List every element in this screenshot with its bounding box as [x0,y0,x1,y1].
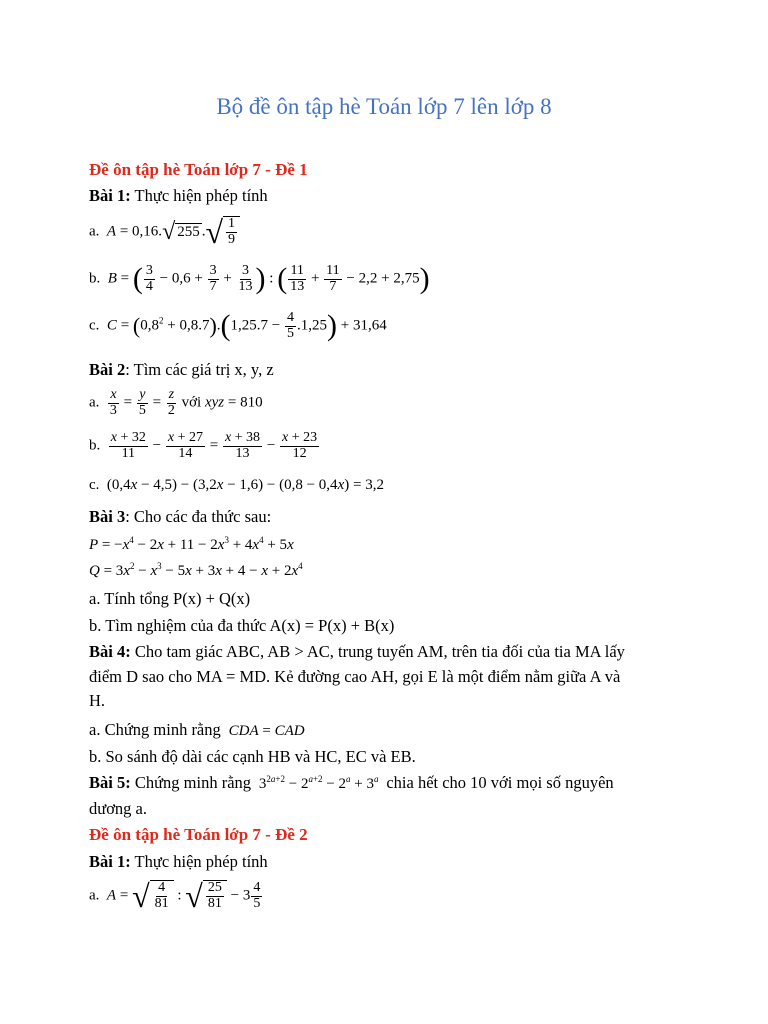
formula-2b: b. $\frac{x + 32}{11}$ − $\frac{x + 27}{14}$ = $\frac{x + 38}{13}$ − $\frac{x + 23}{12}$ [89,430,318,461]
bai-label: Bài 2 [89,360,126,379]
item-label: a. [89,887,100,904]
condition-text: với [181,394,202,411]
item-label: a. [89,223,100,240]
section-heading-de-1: Đề ôn tập hè Toán lớp 7 - Đề 1 [89,160,308,179]
bai-5-line-2: dương a. [89,799,147,818]
bai-4-line-3: H. [89,691,106,710]
item-text: a. Chứng minh rằng [89,720,221,739]
item-label: b. [89,437,101,454]
bai-4-line-2: điểm D sao cho MA = MD. Kẻ đường cao AH, gọi E là một điểm nằm giữa A và [89,667,621,686]
de2-bai-1-heading [89,852,268,872]
bai-text: Cho tam giác ABC, AB > AC, trung tuyến AM, trên tia đối của tia MA lấy [130,642,625,661]
bai-2-heading [89,360,274,380]
bai-text: : Tìm các giá trị x, y, z [125,360,274,379]
formula-2a: a. $\frac{x}{3}$ = $\frac{y}{5}$ = $\frac{z}{2}$ với xyz = 810 [89,387,263,418]
bai-5-line-1: Bài 5: Chứng minh rằng $3^{2a+2} - 2^{a+2} - 2^a + 3^a$ chia hết cho 10 với mọi số nguyên [89,773,614,792]
bai-label: Bài 1: [89,186,131,205]
bai-3-heading [89,507,271,527]
formula-1c: c. $C = (0,8^2 + 0,8.7).(1,25.7$ − $\frac{4}{5}$ .1,25) + 31,64 [89,309,387,343]
formula-1b: b. B = ( $\frac{3}{4}$ − 0,6 + $\frac{3}{7}$ + $\frac{3}{13}$ ) : ( $\frac{11}{13}$ + $\frac{11}{7}$ − 2,2 + 2,75) [89,262,430,296]
bai-4b: b. So sánh độ dài các cạnh HB và HC, EC và EB. [89,747,416,766]
bai-4a: a. Chứng minh rằng CDA = CAD [89,720,305,739]
item-label: c. [89,477,100,493]
section-heading-de-2: Đề ôn tập hè Toán lớp 7 - Đề 2 [89,825,308,844]
bai-text: Chứng minh rằng [130,773,252,792]
bai-3a: a. Tính tổng P(x) + Q(x) [89,589,251,608]
formula-1a: a. A = 0,16. √ 255 . √ $\frac{1}{9}$ [89,216,240,248]
page-title: Bộ đề ôn tập hè Toán lớp 7 lên lớp 8 [216,94,552,119]
bai-text: Thực hiện phép tính [130,186,268,205]
item-label: b. [89,270,101,287]
formula-2c: c. (0,4x − 4,5) − (3,2x − 1,6) − (0,8 − 0,4x) = 3,2 [89,477,384,493]
formula-3p: $P = -x^4 - 2x + 11 - 2x^3 + 4x^4 + 5x$ [89,535,294,553]
bai-1-heading [89,186,268,206]
bai-label: Bài 1: [89,852,131,871]
formula-3q: $Q = 3x^2 - x^3 - 5x + 3x + 4 - x + 2x^4$ [89,561,303,579]
item-label: a. [89,394,100,411]
formula-de2-1a: a. A = √ $\frac{4}{81}$ : √ $\frac{25}{81}$ − 3 $\frac{4}{5}$ [89,878,261,914]
bai-3b: b. Tìm nghiệm của đa thức A(x) = P(x) + B(x) [89,616,395,635]
bai-label: Bài 5: [89,773,131,792]
bai-text: Thực hiện phép tính [130,852,268,871]
bai-text-tail: chia hết cho 10 với mọi số nguyên [386,773,614,792]
item-label: c. [89,317,100,334]
bai-label: Bài 4: [89,642,131,661]
bai-4-line-1 [89,642,625,662]
bai-text: : Cho các đa thức sau: [125,507,272,526]
bai-label: Bài 3 [89,507,126,526]
